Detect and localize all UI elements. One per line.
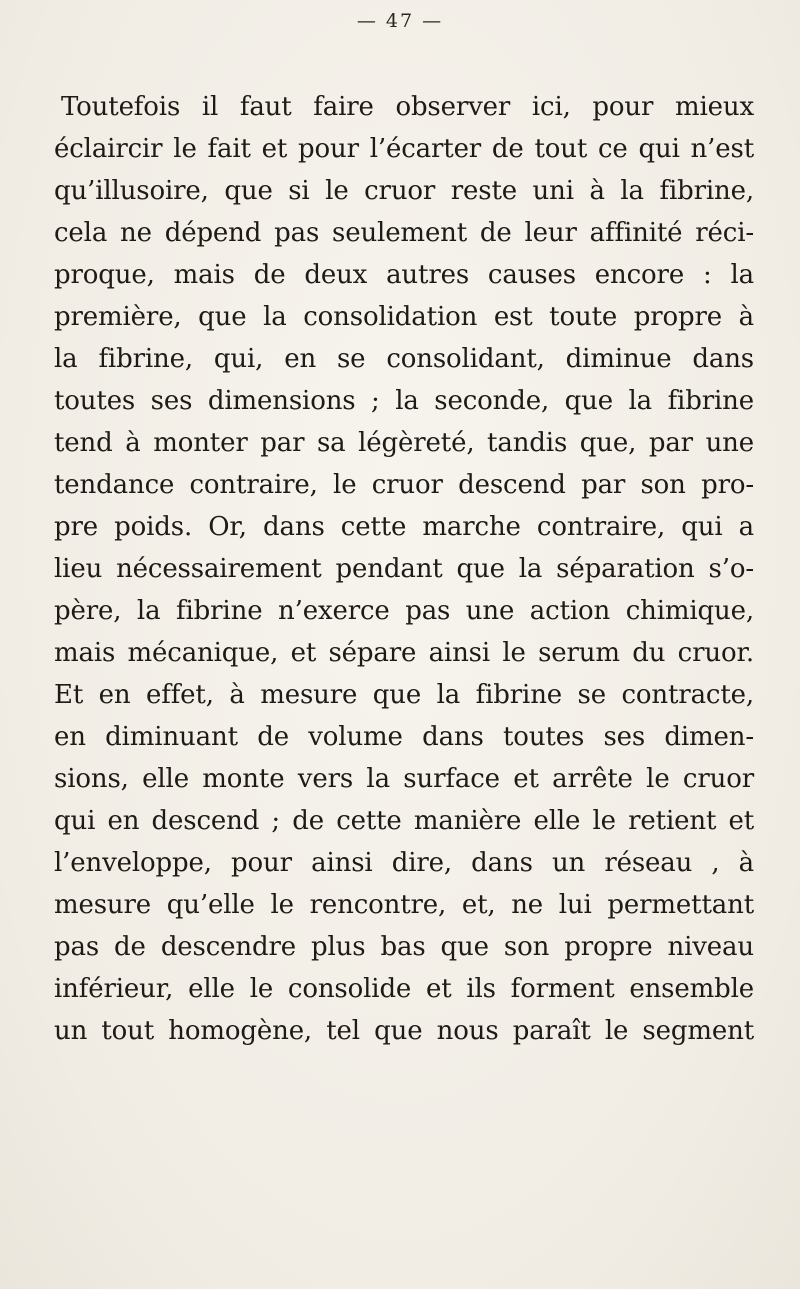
text-line: Et en effet, à mesure que la fibrine se contracte, [54,680,754,710]
text-line: mais mécanique, et sépare ainsi le serum du cruor. [54,638,754,668]
text-line: proque, mais de deux autres causes encore : la [54,260,754,290]
text-line: lieu nécessairement pendant que la séparation s’o- [54,554,754,584]
text-line: première, que la consolidation est toute propre à [54,302,754,332]
text-line: pre poids. Or, dans cette marche contraire, qui a [54,512,754,542]
text-line: père, la fibrine n’exerce pas une action chimique, [54,596,754,626]
text-line: toutes ses dimensions ; la seconde, que la fibrine [54,386,754,416]
text-line: un tout homogène, tel que nous paraît le segment [54,1016,754,1046]
text-line: tendance contraire, le cruor descend par son pro- [54,470,754,500]
text-line: inférieur, elle le consolide et ils forment ensemble [54,974,754,1004]
text-line: sions, elle monte vers la surface et arrête le cruor [54,764,754,794]
page-number: — 47 — [356,10,444,32]
text-line: éclaircir le fait et pour l’écarter de tout ce qui n’est [54,134,754,164]
text-line: la fibrine, qui, en se consolidant, diminue dans [54,344,754,374]
body-paragraph [54,86,754,1052]
text-line: tend à monter par sa légèreté, tandis que, par une [54,428,754,458]
text-line: qui en descend ; de cette manière elle le retient et [54,806,754,836]
text-line: l’enveloppe, pour ainsi dire, dans un réseau , à [54,848,754,878]
text-line: qu’illusoire, que si le cruor reste uni à la fibrine, [54,176,754,206]
text-line: en diminuant de volume dans toutes ses dimen- [54,722,754,752]
text-line: pas de descendre plus bas que son propre niveau [54,932,754,962]
text-line: mesure qu’elle le rencontre, et, ne lui permettant [54,890,754,920]
text-line: Toutefois il faut faire observer ici, pour mieux [61,92,754,122]
text-line: cela ne dépend pas seulement de leur affinité réci- [54,218,754,248]
